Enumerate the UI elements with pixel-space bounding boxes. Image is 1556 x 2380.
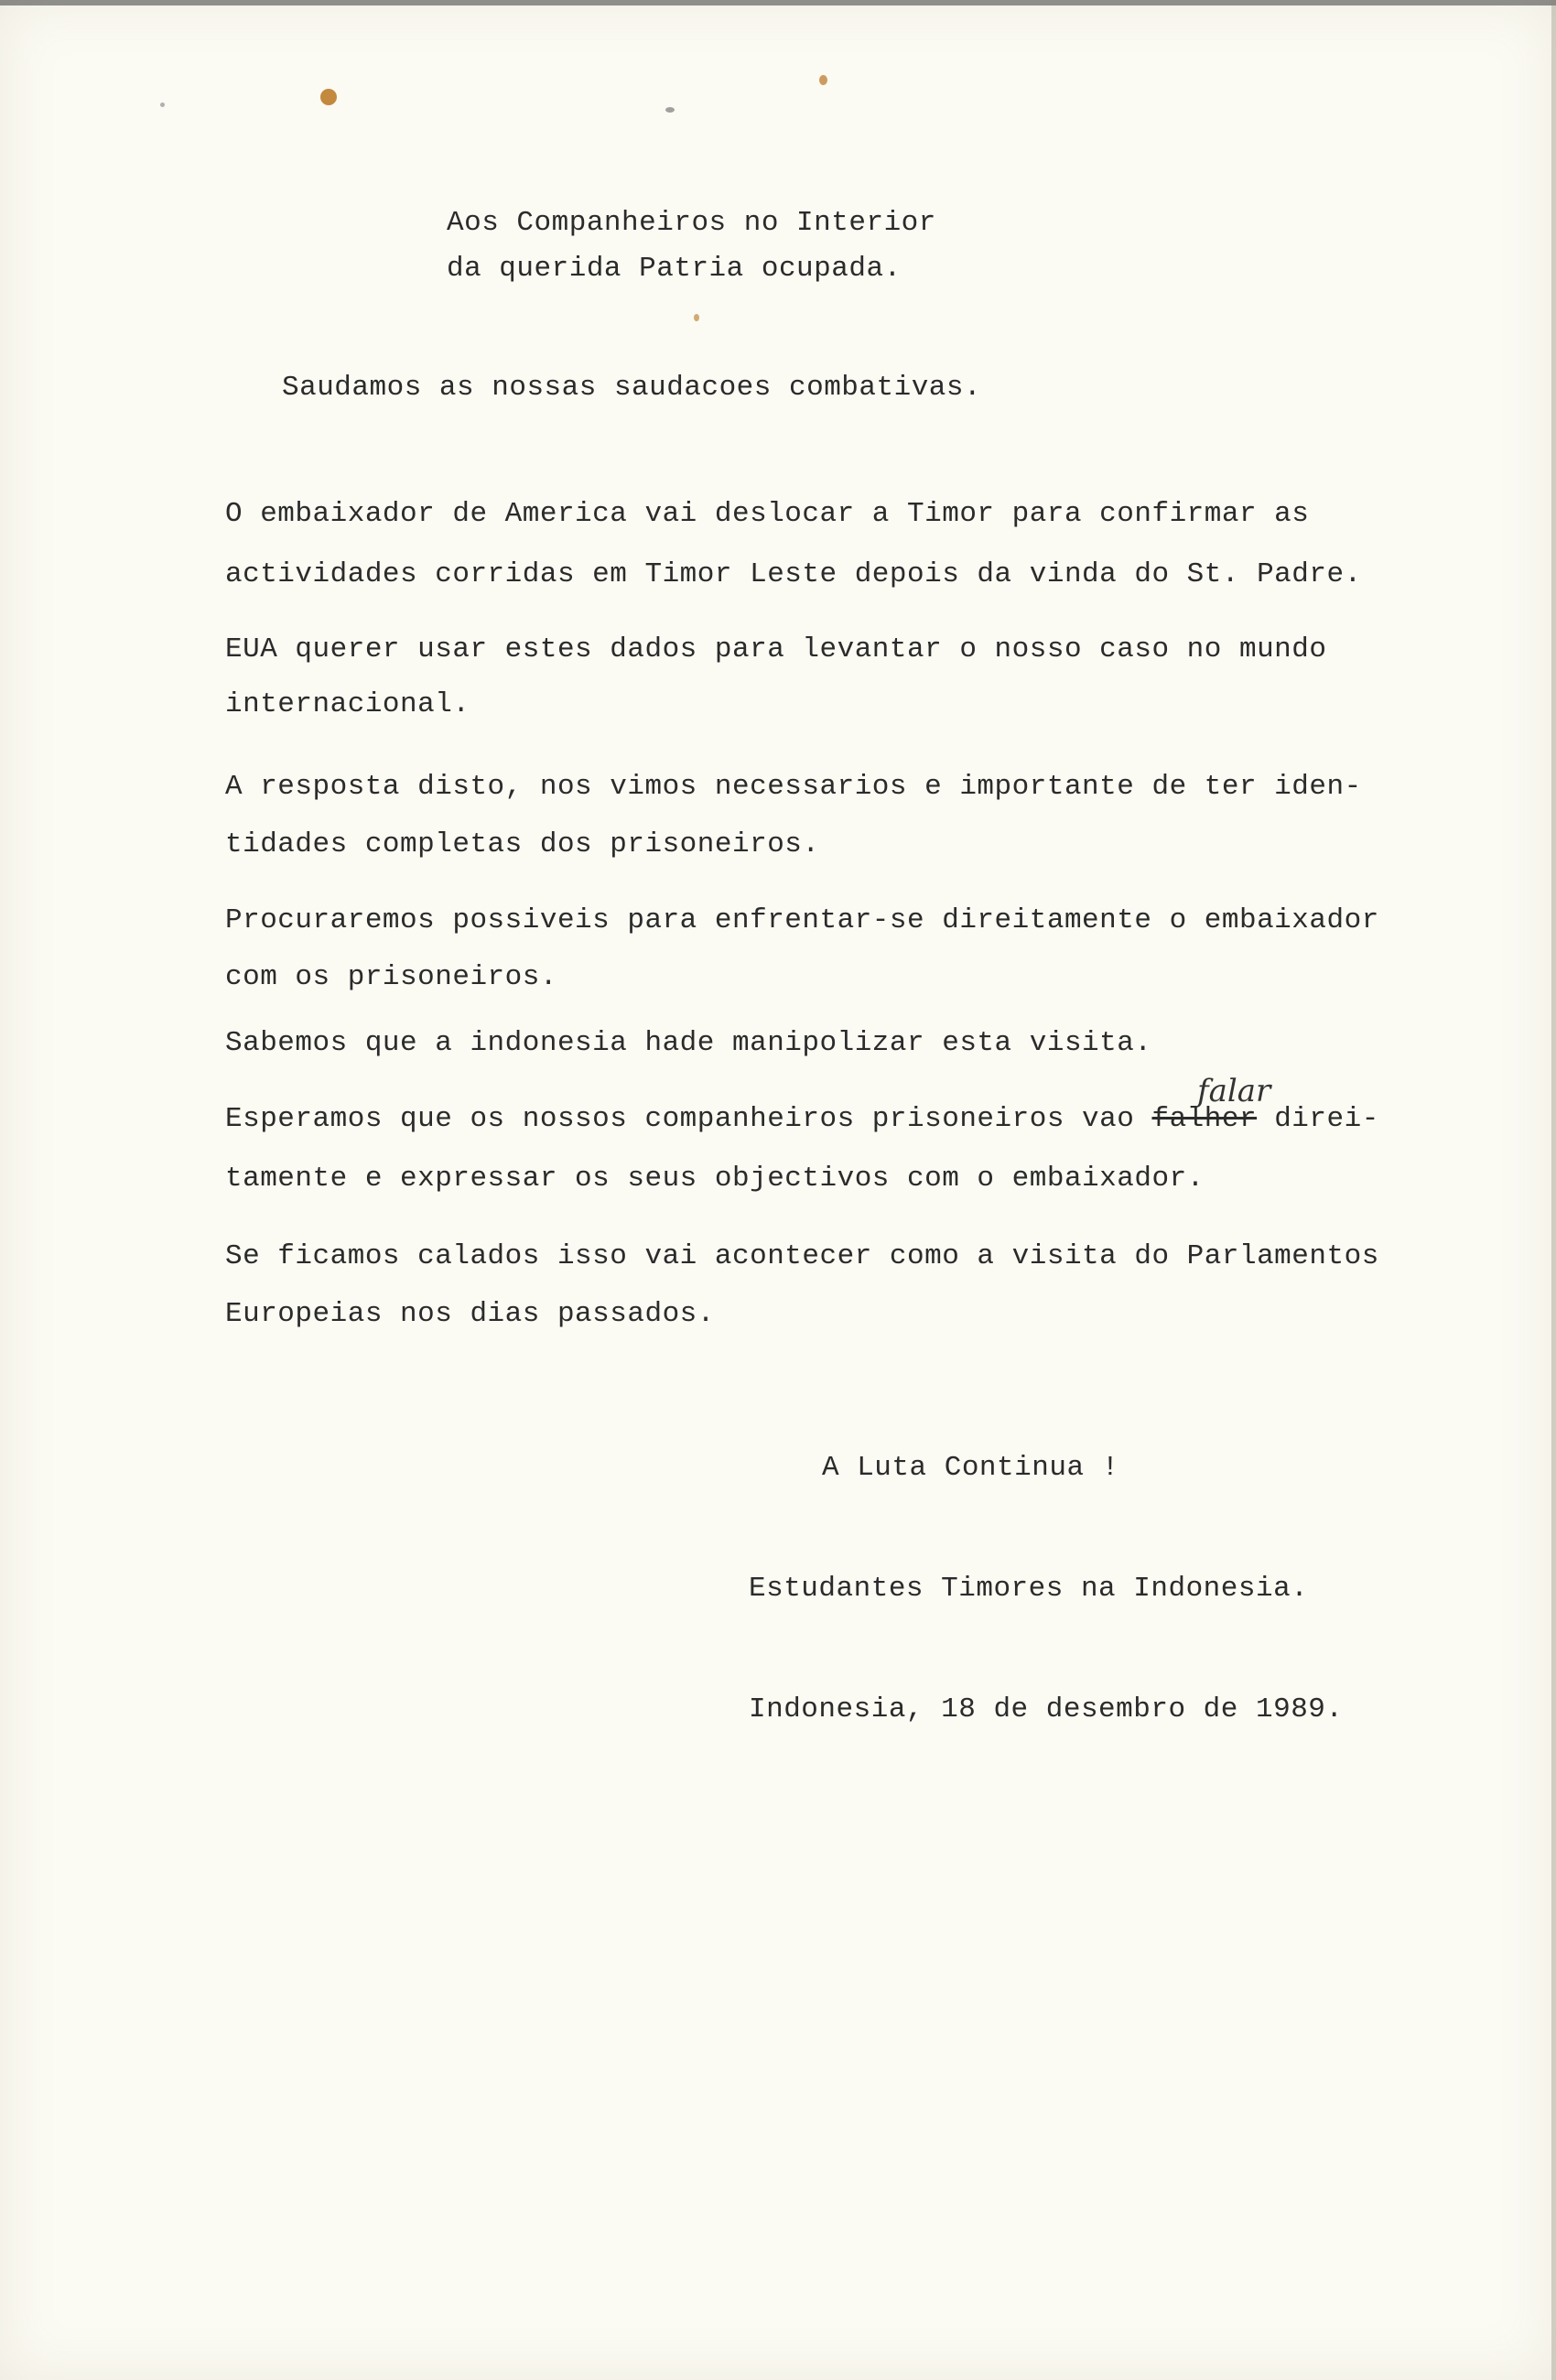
closing-line: A Luta Continua !	[822, 1452, 1119, 1484]
body-text: Esperamos que os nossos companheiros prisoneiros vao	[225, 1103, 1152, 1135]
stain-spot	[160, 103, 165, 107]
stain-spot	[665, 107, 675, 113]
body-line: internacional.	[225, 688, 470, 720]
stain-spot	[819, 75, 827, 85]
body-line: Sabemos que a indonesia hade manipolizar esta visita.	[225, 1027, 1152, 1059]
body-line: A resposta disto, nos vimos necessarios e importante de ter iden-	[225, 771, 1362, 803]
body-line: Se ficamos calados isso vai acontecer como a visita do Parlamentos	[225, 1240, 1379, 1272]
stain-spot	[320, 89, 337, 105]
body-line: tidades completas dos prisoneiros.	[225, 828, 820, 860]
date-line: Indonesia, 18 de desembro de 1989.	[749, 1693, 1344, 1726]
body-line: EUA querer usar estes dados para levantar o nosso caso no mundo	[225, 633, 1327, 665]
handwritten-correction: falar	[1197, 1073, 1271, 1109]
body-line: Procuraremos possiveis para enfrentar-se direitamente o embaixador	[225, 904, 1379, 936]
body-line: Europeias nos dias passados.	[225, 1298, 715, 1330]
page-edge-right	[1551, 0, 1556, 2380]
body-text: direi-	[1257, 1103, 1379, 1135]
body-line: O embaixador de America vai deslocar a Timor para confirmar as	[225, 498, 1310, 530]
stain-spot	[694, 314, 699, 321]
body-line: com os prisoneiros.	[225, 961, 557, 993]
address-line-1: Aos Companheiros no Interior	[447, 207, 936, 239]
page-edge-top	[0, 0, 1556, 5]
body-line: tamente e expressar os seus objectivos com o embaixador.	[225, 1163, 1205, 1195]
body-line: actividades corridas em Timor Leste depois da vinda do St. Padre.	[225, 558, 1362, 590]
greeting: Saudamos as nossas saudacoes combativas.	[282, 372, 982, 404]
address-line-2: da querida Patria ocupada.	[447, 253, 902, 285]
signature: Estudantes Timores na Indonesia.	[749, 1573, 1309, 1605]
struck-word: falher	[1151, 1103, 1258, 1135]
